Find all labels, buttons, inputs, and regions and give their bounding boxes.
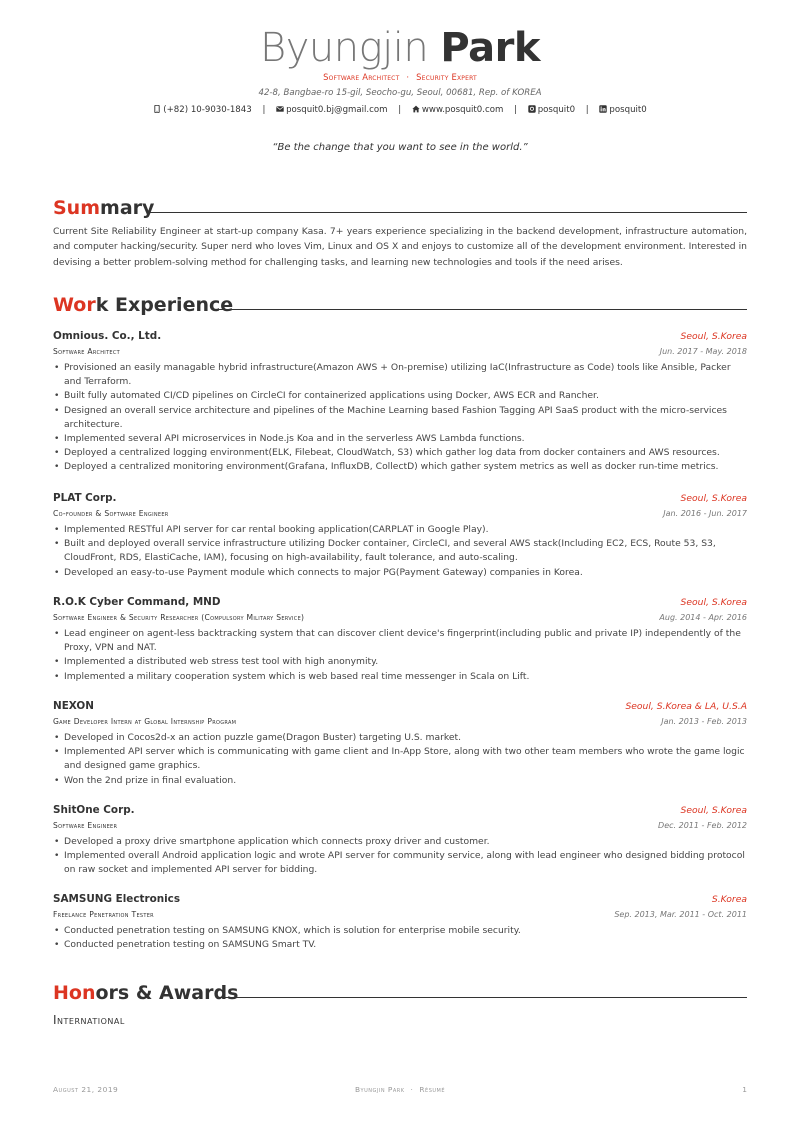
summary-text: Current Site Reliability Engineer at start-up company Kasa. 7+ years experience specializing in the backend development, infrastructure automation, and computer hacking/security. Super nerd who loves Vim, Linux and OS X and enjoys to customize all of the development environment. Interested in devising a better problem-solving method for challenging tasks, and learning new technologies and tools if the need arises. bbox=[53, 226, 747, 268]
entry-bullet: • Provisioned an easily managable hybrid infrastructure(Amazon AWS + On-premise) utilizing IaC(Infrastructure as Code) tools like Ansible, Packer and Terraform. bbox=[53, 361, 747, 389]
position-1: Software Architect bbox=[323, 72, 400, 82]
honors-heading-accent: Hon bbox=[53, 982, 96, 1004]
experience-entry bbox=[53, 804, 747, 878]
honors-heading bbox=[53, 982, 238, 1004]
experience-entry bbox=[53, 330, 747, 475]
entry-organization: R.O.K Cyber Command, MND bbox=[53, 596, 221, 608]
entry-title: Software Engineer bbox=[53, 821, 118, 830]
entry-bullet: • Implemented several API microservices in Node.js Koa and in the serverless AWS Lambda functions. bbox=[53, 432, 747, 446]
entry-organization: PLAT Corp. bbox=[53, 492, 117, 504]
entry-location: Seoul, S.Korea bbox=[680, 597, 747, 608]
entry-bullet: • Implemented RESTful API server for car rental booking application(CARPLAT in Google Play). bbox=[53, 523, 747, 537]
summary-heading-accent: Sum bbox=[53, 197, 101, 219]
entry-bullets bbox=[53, 731, 747, 788]
footer-name: Byungjin Park bbox=[354, 1085, 405, 1094]
entry-title: Software Engineer & Security Researcher (Compulsory Military Service) bbox=[53, 613, 305, 622]
entry-title: Game Developer Intern at Global Internship Program bbox=[53, 717, 237, 726]
address: 42-8, Bangbae-ro 15-gil, Seocho-gu, Seoul, 00681, Rep. of KOREA bbox=[258, 88, 542, 98]
section-rule bbox=[219, 997, 747, 998]
mobile-phone-icon bbox=[153, 105, 161, 113]
contact-linkedin-text: posquit0 bbox=[609, 105, 647, 115]
entry-bullet: • Designed an overall service architecture and pipelines of the Machine Learning based Fashion Tagging API SaaS product with the micro-services architecture. bbox=[53, 404, 747, 432]
entry-bullet: • Implemented a distributed web stress test tool with high anonymity. bbox=[53, 655, 747, 669]
experience-entry bbox=[53, 596, 747, 684]
page-number: 1 bbox=[742, 1085, 747, 1094]
entry-title: Freelance Penetration Tester bbox=[53, 910, 154, 919]
entry-bullet: • Deployed a centralized monitoring environment(Grafana, InfluxDB, CollectD) which gather system metrics as well as docker run-time metrics. bbox=[53, 460, 747, 474]
entry-organization: NEXON bbox=[53, 700, 94, 712]
experience-entry bbox=[53, 492, 747, 580]
entry-location: Seoul, S.Korea bbox=[680, 331, 747, 342]
contact-linkedin[interactable] bbox=[599, 105, 646, 115]
entry-bullet: • Conducted penetration testing on SAMSUNG KNOX, which is solution for enterprise mobile security. bbox=[53, 924, 747, 938]
entry-bullet: • Developed an easy-to-use Payment module which connects to major PG(Payment Gateway) companies in Korea. bbox=[53, 566, 747, 580]
entry-location: S.Korea bbox=[711, 894, 747, 905]
experience-heading-accent: Wor bbox=[53, 294, 96, 316]
entry-bullets bbox=[53, 523, 747, 580]
contact-website[interactable] bbox=[412, 105, 503, 115]
entry-bullet: • Implemented a military cooperation system which is web based real time messenger in Scala on Lift. bbox=[53, 670, 747, 684]
contact-phone-text: (+82) 10-9030-1843 bbox=[163, 105, 252, 115]
entry-date: Jan. 2016 - Jun. 2017 bbox=[663, 509, 747, 518]
experience-entry bbox=[53, 700, 747, 788]
entry-bullet: • Implemented overall Android application logic and wrote API server for community service, along with lead engineer who designed bidding protocol on raw socket and implemented API server for bidding. bbox=[53, 849, 747, 877]
honors-subsection: International bbox=[53, 1013, 125, 1027]
linkedin-icon bbox=[599, 105, 607, 113]
entry-bullet: • Deployed a centralized logging environment(ELK, Filebeat, CloudWatch, S3) which gather log data from docker containers and AWS resources. bbox=[53, 446, 747, 460]
entry-location: Seoul, S.Korea bbox=[680, 493, 747, 504]
section-rule bbox=[214, 309, 747, 310]
summary-heading bbox=[53, 197, 154, 219]
contact-separator: | bbox=[514, 105, 517, 115]
entry-organization: SAMSUNG Electronics bbox=[53, 893, 181, 905]
envelope-icon bbox=[276, 105, 284, 113]
contact-email-text: posquit0.bj@gmail.com bbox=[286, 105, 388, 115]
entry-bullet: • Lead engineer on agent-less backtracking system that can discover client device's fingerprint(including public and private IP) independently of the Proxy, VPN and NAT. bbox=[53, 627, 747, 655]
last-name: Park bbox=[440, 25, 540, 71]
entry-bullets bbox=[53, 835, 747, 878]
first-name: Byungjin bbox=[260, 25, 429, 71]
entry-bullet: • Implemented API server which is communicating with game client and In-App Store, along with two other team members who wrote the game logic and designed game graphics. bbox=[53, 745, 747, 773]
entry-location: Seoul, S.Korea bbox=[680, 805, 747, 816]
entry-title: Co-founder & Software Engineer bbox=[53, 509, 169, 518]
contact-line bbox=[0, 105, 800, 115]
position-line bbox=[0, 72, 800, 82]
github-icon bbox=[528, 105, 536, 113]
entry-organization: Omnious. Co., Ltd. bbox=[53, 330, 162, 342]
entry-bullets bbox=[53, 361, 747, 475]
contact-github[interactable] bbox=[528, 105, 575, 115]
entry-bullet: • Won the 2nd prize in final evaluation. bbox=[53, 774, 747, 788]
entry-bullet: • Developed in Cocos2d-x an action puzzle game(Dragon Buster) targeting U.S. market. bbox=[53, 731, 747, 745]
entry-date: Jan. 2013 - Feb. 2013 bbox=[661, 717, 747, 726]
entry-bullet: • Built fully automated CI/CD pipelines on CircleCI for containerized applications using Docker, AWS ECR and Rancher. bbox=[53, 389, 747, 403]
entry-bullets bbox=[53, 924, 747, 952]
contact-github-text: posquit0 bbox=[537, 105, 576, 115]
resume-name bbox=[0, 24, 800, 72]
entry-location: Seoul, S.Korea & LA, U.S.A bbox=[625, 701, 747, 712]
position-separator: · bbox=[406, 72, 410, 82]
section-rule bbox=[150, 212, 747, 213]
experience-heading bbox=[53, 294, 233, 316]
footer-separator: · bbox=[410, 1085, 414, 1094]
entry-organization: ShitOne Corp. bbox=[53, 804, 135, 816]
contact-website-text: www.posquit0.com bbox=[421, 105, 504, 115]
entry-title: Software Architect bbox=[53, 347, 121, 356]
footer-date: August 21, 2019 bbox=[53, 1085, 119, 1094]
experience-heading-rest: k Experience bbox=[95, 294, 234, 316]
entry-date: Aug. 2014 - Apr. 2016 bbox=[659, 613, 747, 622]
position-2: Security Expert bbox=[416, 72, 477, 82]
entry-bullet: • Conducted penetration testing on SAMSUNG Smart TV. bbox=[53, 938, 747, 952]
entry-bullets bbox=[53, 627, 747, 684]
footer-center bbox=[0, 1085, 800, 1094]
summary-heading-rest: mary bbox=[100, 197, 155, 219]
home-icon bbox=[412, 105, 420, 113]
contact-email[interactable] bbox=[276, 105, 387, 115]
experience-entry bbox=[53, 893, 747, 952]
honors-heading-rest: ors & Awards bbox=[95, 982, 239, 1004]
contact-phone[interactable] bbox=[153, 105, 251, 115]
entry-bullet: • Built and deployed overall service infrastructure utilizing Docker container, CircleCI, and several AWS stack(Including EC2, ECS, Route 53, S3, CloudFront, RDS, ElastiCache, IAM), focusing on high-availability, fault tolerance, and auto-scaling. bbox=[53, 537, 747, 565]
footer-doc: Résumé bbox=[419, 1085, 446, 1094]
entry-date: Sep. 2013, Mar. 2011 - Oct. 2011 bbox=[614, 910, 747, 919]
contact-separator: | bbox=[262, 105, 266, 115]
entry-date: Jun. 2017 - May. 2018 bbox=[659, 347, 747, 356]
contact-separator: | bbox=[398, 105, 402, 115]
entry-bullet: • Developed a proxy drive smartphone application which connects proxy driver and customer. bbox=[53, 835, 747, 849]
contact-separator: | bbox=[585, 105, 589, 115]
entry-date: Dec. 2011 - Feb. 2012 bbox=[658, 821, 747, 830]
quote: “Be the change that you want to see in the world.” bbox=[272, 142, 528, 153]
